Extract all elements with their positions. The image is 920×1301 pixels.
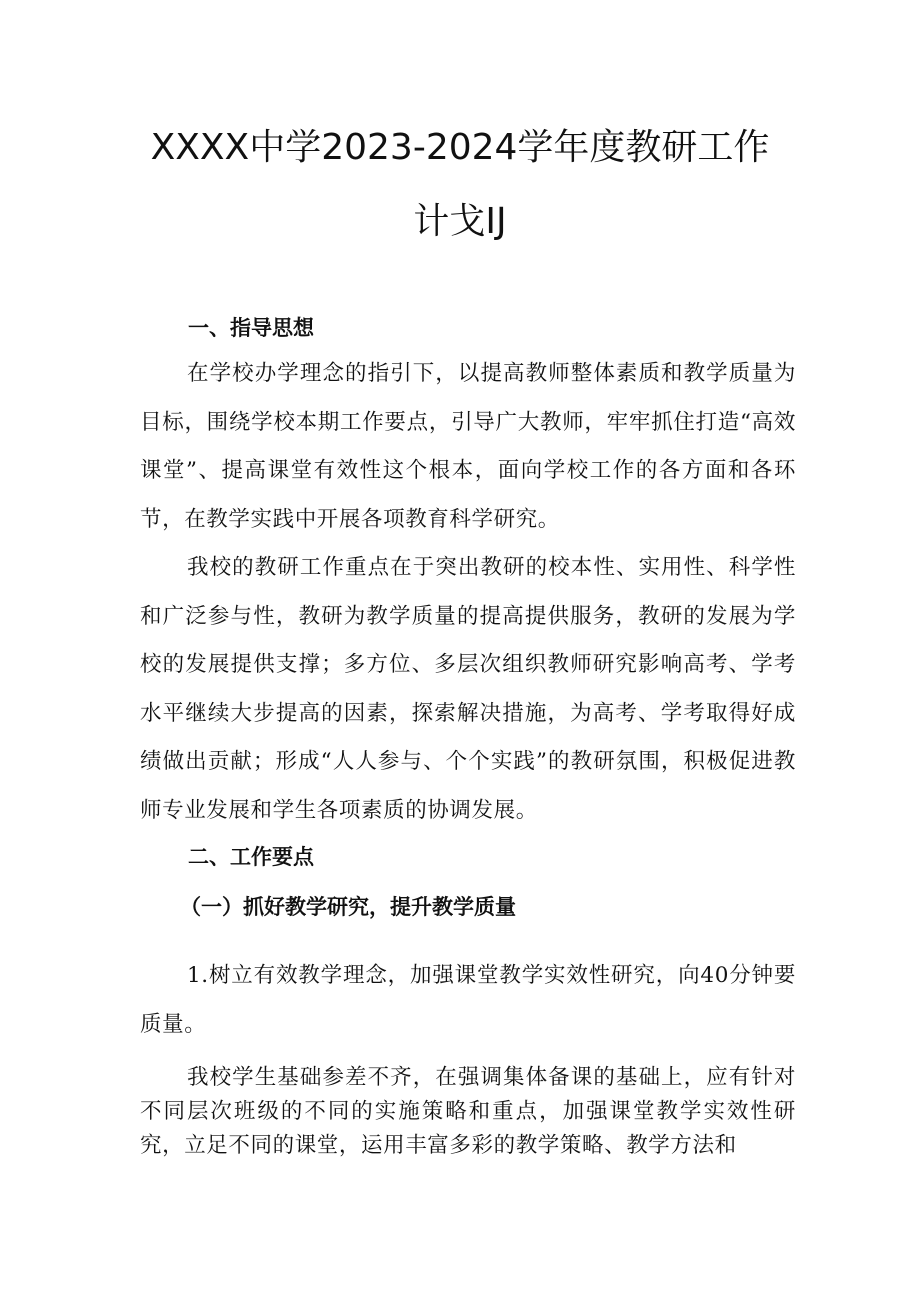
paragraph-item-1: 1.树立有效教学理念，加强课堂教学实效性研究，向40分钟要质量。 bbox=[140, 963, 796, 1037]
paragraph-student-base: 我校学生基础参差不齐，在强调集体备课的基础上，应有针对不同层次班级的不同的实施策略和重点，加强课堂教学实效性研究，立足不同的课堂，运用丰富多彩的教学策略、教学方法和 bbox=[140, 1065, 796, 1158]
paragraph-guiding-ideology-1: 在学校办学理念的指引下，以提高教师整体素质和教学质量为目标，围绕学校本期工作要点，引导广大教师，牢牢抓住打造“高效课堂”、提高课堂有效性这个根本，面向学校工作的各方面和各环节，在教学实践中开展各项教育科学研究。 bbox=[140, 361, 796, 532]
subheading-teaching-research: （一）抓好教学研究，提升教学质量 bbox=[180, 895, 516, 919]
document-title-line-1: XXXX中学2023-2024学年度教研工作 bbox=[150, 127, 770, 168]
section-heading-work-points: 二、工作要点 bbox=[188, 845, 314, 869]
document-title-line-2: 计戈IJ bbox=[413, 201, 507, 242]
section-heading-guiding-ideology: 一、指导思想 bbox=[188, 316, 314, 340]
paragraph-guiding-ideology-2: 我校的教研工作重点在于突出教研的校本性、实用性、科学性和广泛参与性，教研为教学质量的提高提供服务，教研的发展为学校的发展提供支撑；多方位、多层次组织教师研究影响高考、学考水平继续大步提高的因素，探索解决措施，为高考、学考取得好成绩做出贡献；形成“人人参与、个个实践”的教研氛围，积极促进教师专业发展和学生各项素质的协调发展。 bbox=[140, 555, 796, 823]
